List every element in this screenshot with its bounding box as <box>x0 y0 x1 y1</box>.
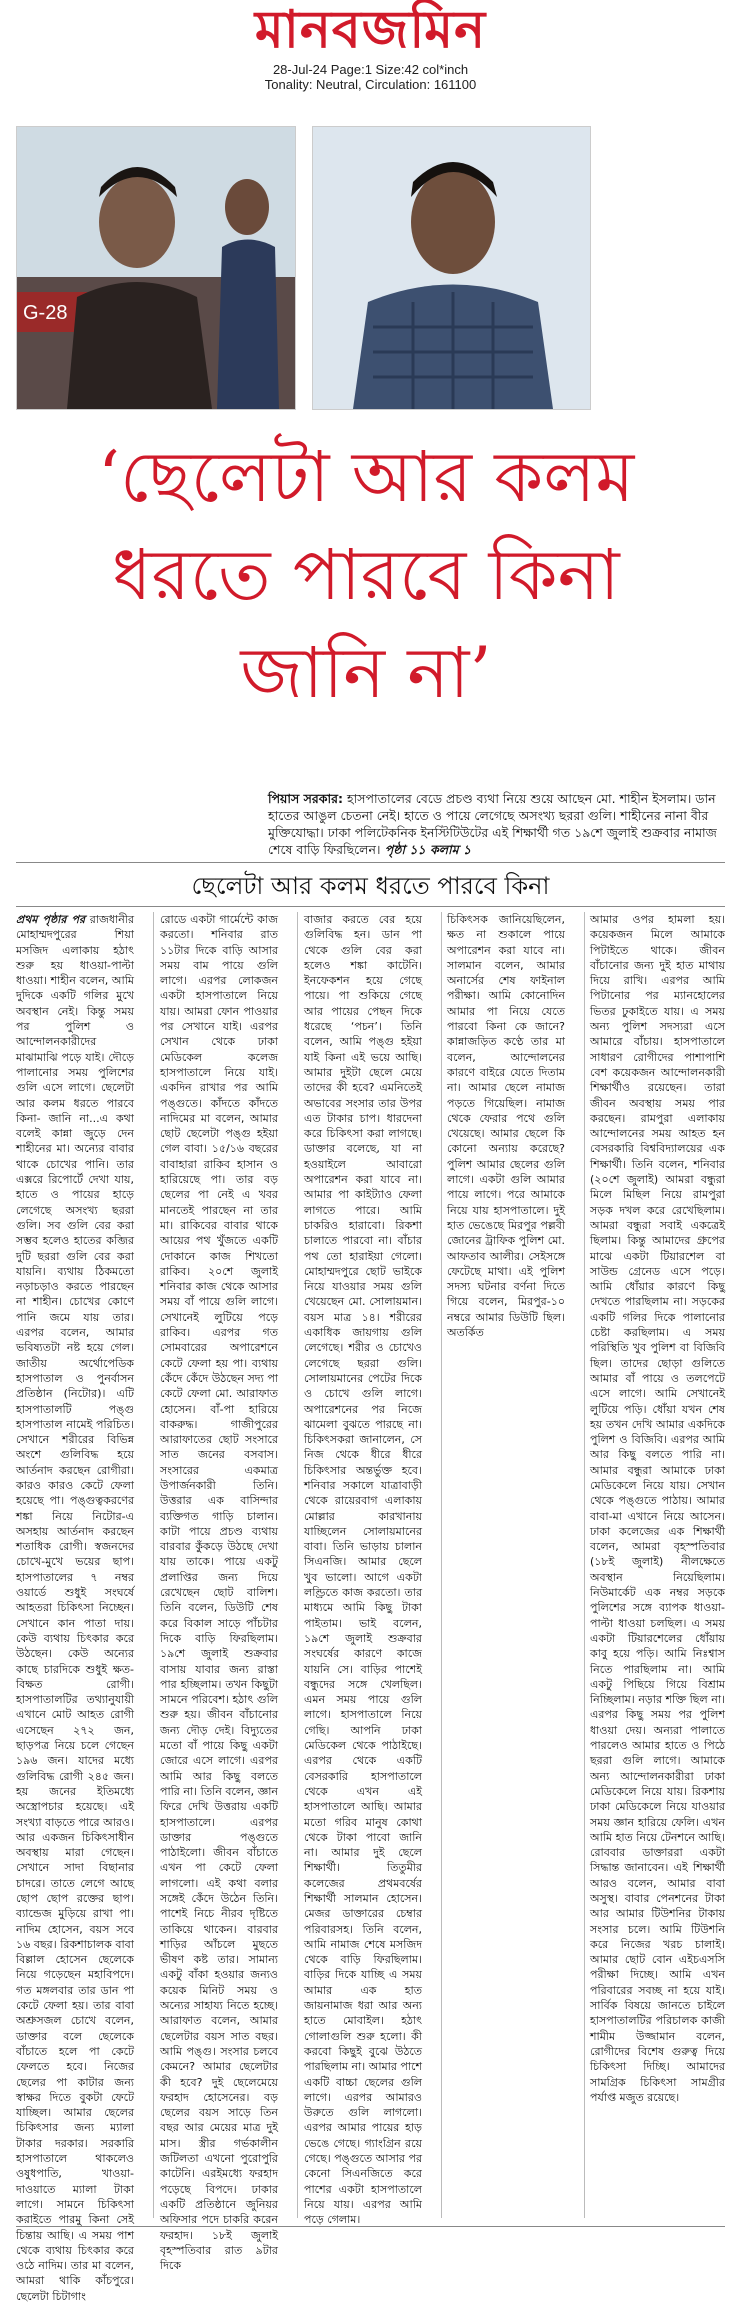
headline-line-1: ‘ছেলেটা আর কলম <box>97 436 635 518</box>
column-divider <box>441 912 442 2218</box>
body-column-3 <box>304 912 423 2227</box>
body-column-4 <box>447 912 565 2218</box>
section-divider-top <box>16 862 725 863</box>
continuation-lead: প্রথম পৃষ্ঠার পর <box>16 913 86 926</box>
column-divider <box>153 912 154 2218</box>
continuation-headline: ছেলেটা আর কলম ধরতে পারবে কিনা <box>191 872 550 900</box>
body-column-2 <box>160 912 278 2273</box>
column-1-paragraph <box>16 912 134 2304</box>
column-3-text: বাজার করতে বের হয়ে গুলিবিদ্ধ হন। ডান পা থেকে গুলি বের করা হলেও শঙ্কা কাটেনি। ইনফেকশন হয়ে গেছে পায়ে। পা শুকিয়ে গেছে আর পায়ের পেছন দিকে ধরেছে ‘পচন’। তিনি বলেন, আমি পঙ্গু হইয়া যাই কিনা এই ভয়ে আছি। আমার দুইটা ছেলে মেয়ে তাদের কী হবে? এমনিতেই অভাবের সংসার তার উপর এত টাকার চাপ। ধারদেনা করে চিকিৎসা করা লাগছে। ডাক্তার বলেছে, যা না হওয়াইলে আবারো অপারেশন করা যাবে না। আমার পা কাইট্যাও ফেলা লাগতে পারে। আমি চাকরিও হারাবো। রিকশা চালাতে পারবো না। বাঁচার পথ তো হারাইয়া গেলো। মোহাম্মদপুরে ছোট ভাইকে নিয়ে যাওয়ার সময় গুলি খেয়েছেন মো. সোলায়মান। বয়স মাত্র ১৪। শরীরের একাধিক জায়গায় গুলি লেগেছে। শরীর ও চোখেও লেগেছে ছররা গুলি। সোলায়মানের পেটের দিকে ও চোখে গুলি লাগে। অপারেশনের পর নিজে ঝামেলা বুঝতে পারছে না। চিকিৎসকরা জানালেন, সে নিজ থেকে ধীরে ধীরে চিকিৎসার অন্তর্ভুক্ত হবে। শনিবার সকালে যাত্রাবাড়ী থেকে রায়েরবাগ এলাকায় মোল্লার কারখানায় যাচ্ছিলেন সোলায়মানের বাবা। তিনি ভাড়ায় চালান সিএনজি। আমার ছেলে খুব ভালো। আগে একটা লণ্ড্রিতে কাজ করতো। তার মাধ্যমে আমি কিছু টাকা পাইতাম। ভাই বলেন, ১৯শে জুলাই শুক্রবার সংঘর্ষের কারণে কাজে যায়নি সে। বাড়ির পাশেই বন্ধুদের সঙ্গে খেলছিল। এমন সময় পায়ে গুলি লাগে। হাসপাতালে নিয়ে গেছি। আপনি ঢাকা মেডিকেল থেকে পাঠাইছে। এরপর থেকে একটি বেসরকারি হাসপাতালে থেকে এখন এই হাসপাতালে আছি। আমার মতো গরিব মানুষ কোথা থেকে টাকা পাবো জানি না। আমার দুই ছেলে শিক্ষার্থী। তিতুমীর কলেজের প্রথমবর্ষের শিক্ষার্থী সালমান হোসেন। মেজর ডাক্তারের চেম্বার পরিবারসহ। তিনি বলেন, আমি নামাজ শেষে মসজিদ থেকে বাড়ি ফিরছিলাম। বাড়ির দিকে যাচ্ছি এ সময় আমার এক হাত জায়নামাজ ধরা আর অন্য হাতে মোবাইল। হঠাৎ গোলাগুলি শুরু হলো। কী করবো কিছুই বুঝে উঠতে পারছিলাম না। আমার পাশে একটি বাচ্চা ছেলের গুলি লাগে। এরপর আমারও উরুতে গুলি লাগলো। এরপর আমার পায়ের হাড় ভেঙে গেছে। গ্যাংগ্রিন রয়ে গেছে। পঙ্গুতে আসার পর কেনো সিএনজিতে করে পাশের একটা হাসপাতালে নিয়ে যায়। এরপর আমি পড়ে গেলাম। <box>304 913 423 2227</box>
column-1-text: রাজধানীর মোহাম্মদপুরের শিয়া মসজিদ এলাকায় হঠাৎ শুরু হয় ধাওয়া-পাল্টা ধাওয়া। শাহীন বলেন, আমি দুদিকে একটি গলির মুখে অবস্থান নেই। কিন্তু সময় পর পুলিশ ও আন্দোলনকারীদের মাঝামাঝি পড়ে যাই। দৌড়ে পালানোর সময় পুলিশের গুলি এসে লাগে। ছেলেটা আর কলম ধরতে পারবে কিনা- জানি না...এ কথা বলেই কান্না জুড়ে দেন শাহীনের মা। অন্যের বাবার থাকে চোখের পানি। তার এক্সরে রিপোর্টে দেখা যায়, হাতে ও পায়ের হাড়ে লেগেছে অসংখ্য ছররা গুলি। সব গুলি বের করা সম্ভব হলেও হাতের কব্জির দুটি ছররা গুলি বের করা যায়নি। ব্যথায় ঠিকমতো নড়াচড়াও করতে পারছেন না শাহীন। চোখের কোণে পানি জমে যায় তার। এরপর বলেন, আমার ভবিষ্যতটা নষ্ট হয়ে গেল। জাতীয় অর্থোপেডিক হাসপাতাল ও পুনর্বাসন প্রতিষ্ঠান (নিটোর)। এটি হাসপাতালটি পঙ্গু হাসপাতাল নামেই পরিচিত। সেখানে শরীরের বিভিন্ন অংশে গুলিবিদ্ধ হয়ে আর্তনাদ করছেন রোগীরা। কারও কারও কেটে ফেলা হয়েছে পা। পঙ্গুত্বকরণের শঙ্কা নিয়ে নিটোর-এ অসহায় আর্তনাদ করছেন শতাধিক রোগী। স্বজনদের চোখে-মুখে ভয়ের ছাপ। হাসপাতালের ৭ নম্বর ওয়ার্ডে শুধুই সংঘর্ষে আহতরা চিকিৎসা নিচ্ছেন। সেখানে কান পাতা দায়। কেউ ব্যথায় চিৎকার করে উঠছেন। কেউ অন্যের কাছে চারদিকে শুধুই ক্ষত-বিক্ষত রোগী। হাসপাতালটির তথ্যানুযায়ী এখানে মোট আহত রোগী এসেছেন ২৭২ জন, ছাড়পত্র নিয়ে চলে গেছেন ১৯৬ জন। যাদের মধ্যে গুলিবিদ্ধ রোগী ২৪৫ জন। হয় জনের ইতিমধ্যে অস্ত্রোপচার হয়েছে। এই সংখ্যা বাড়তে পারে আরও। আর একজন চিকিৎসাধীন অবস্থায় মারা গেছেন। সেখানে সাদা বিছানার চাদরে। তাতে লেগে আছে ছোপ ছোপ রক্তের ছাপ। ব্যান্ডেজ মুড়িয়ে রাখা পা। নাদিম হোসেন, বয়স সবে ১৬ বছর। রিকশাচালক বাবা বিল্লাল হোসেন ছেলেকে নিয়ে গড়েছেন মহাবিপদে। গত মঙ্গলবার তার ডান পা কেটে ফেলা হয়। তার বাবা অশ্রুসজল চোখে বলেন, ডাক্তার বলে ছেলেকে বাঁচাতে হলে পা কেটে ফেলতে হবে। নিজের ছেলের পা কাটার জন্য স্বাক্ষর দিতে বুকটা ফেটে যাচ্ছিল। আমার ছেলের চিকিৎসার জন্য ম্যালা টাকার দরকার। সরকারি হাসপাতালে থাকলেও ওষুধপাতি, খাওয়া-দাওয়াতে ম্যালা টাকা লাগে। সামনে চিকিৎসা করাইতে পারমু কিনা সেই চিন্তায় আছি। এ সময় পাশ থেকে ব্যথায় চিৎকার করে ওঠে নাদিম। তার মা বলেন, আমরা থাকি কাঁচপুরে। ছেলেটা চিটাগাং <box>16 913 134 2303</box>
photo-1-bed-badge: G-28 <box>23 302 68 324</box>
column-divider <box>584 912 585 2218</box>
byline: পিয়াস সরকার: <box>268 791 344 806</box>
intro-paragraph <box>268 790 726 858</box>
headline-line-3: জানি না’ <box>240 632 492 714</box>
column-4-text: চিকিৎসক জানিয়েছিলেন, ক্ষত না শুকালে পায়ে অপারেশন করা যাবে না। সালমান বলেন, আমার অনার্সের শেষ ফাইনাল পরীক্ষা। আমি কোনোদিন আমার পা নিয়ে যেতে পারবো কিনা কে জানে? কান্নাজড়িত কণ্ঠে তার মা বলেন, আন্দোলনের কারণে বাইরে যেতে দিতাম না। আমার ছেলে নামাজ পড়তে গিয়েছিল। নামাজ থেকে ফেরার পথে গুলি খেয়েছে। আমার ছেলে কি কোনো অন্যায় করেছে? পুলিশ আমার ছেলের গুলি লাগে। একটা গুলি আমার পায়ে লাগে। পরে আমাকে নিয়ে যায় হাসপাতালে। দুই হাত ভেঙেছে মিরপুর পল্লবী জোনের ট্রাফিক পুলিশ মো. আফতাব আলীর। সেইসঙ্গে ফেটেছে মাথা। এই পুলিশ সদস্য ঘটনার বর্ণনা দিতে গিয়ে বলেন, মিরপুর-১০ নম্বরে আমার ডিউটি ছিল। অতর্কিত <box>447 913 565 1340</box>
metadata-line-date-size: 28-Jul-24 Page:1 Size:42 col*inch <box>272 62 469 77</box>
headline-line-2: ধরতে পারবে কিনা <box>112 534 620 616</box>
photo-2-illustration <box>313 127 590 409</box>
clipping-metadata <box>0 62 741 92</box>
section-divider-bottom <box>16 906 725 907</box>
metadata-line-tonality-circulation: Tonality: Neutral, Circulation: 161100 <box>264 77 477 92</box>
continued-reference: পৃষ্ঠা ১১ কলাম ১ <box>380 842 472 857</box>
photo-injured-youth-2 <box>312 126 591 410</box>
photo-1-illustration <box>17 127 295 409</box>
newspaper-logo: মানবজমিন <box>254 0 487 60</box>
column-5-text: আমার ওপর হামলা হয়। কয়েকজন মিলে আমাকে পিটাইতে থাকে। জীবন বাঁচানোর জন্য দুই হাত মাথায় দিয়ে রাখি। এরপর আমি পিটানোর পর ম্যানহোলের ভিতর ঢুকাইতে যায়। এ সময় অন্য পুলিশ সদস্যরা এসে আমারে বাঁচায়। হাসপাতালে সাধারণ রোগীদের পাশাপাশি বেশ কয়েকজন আন্দোলনকারী শিক্ষার্থীও রয়েছেন। তারা জীবন অবস্থায় সময় পার করছেন। রামপুরা এলাকায় আন্দোলনের সময় আহত হন বেসরকারি বিশ্ববিদ্যালয়ের এক শিক্ষার্থী। তিনি বলেন, শনিবার (২০শে জুলাই) আমরা বন্ধুরা মিলে মিছিল নিয়ে রামপুরা সড়ক দখল করে রেখেছিলাম। আমরা বন্ধুরা সবাই একত্রেই ছিলাম। কিন্তু আমাদের গ্রুপের মাঝে একটা টিয়ারশেল বা সাউন্ড গ্রেনেড এসে পড়ে। আমি ধোঁয়ার কারণে কিছু দেখতে পারছিলাম না। সড়কের একটি গলির দিকে পালানোর চেষ্টা করছিলাম। এ সময় পরিস্থিতি খুব পুলিশ বা বিজিবি ছিল। তাদের ছোড়া গুলিতে আমার বাঁ পায়ে ও তলপেটে এসে লাগে। আমি সেখানেই লুটিয়ে পড়ি। ধোঁয়া যখন শেষ হয় তখন দেখি আমার একদিকে পুলিশ ও বিজিবি। এরপর আমি আর কিছু বলতে পারি না। আমার বন্ধুরা আমাকে ঢাকা মেডিকেলে নিয়ে যায়। সেখান থেকে পঙ্গুতে পাঠায়। আমার বাবা-মা এখানে নিয়ে আসেন। ঢাকা কলেজের এক শিক্ষার্থী বলেন, আমরা বৃহস্পতিবার (১৮ই জুলাই) নীলক্ষেতে অবস্থান নিয়েছিলাম। নিউমার্কেট এক নম্বর সড়কে পুলিশের সঙ্গে ব্যাপক ধাওয়া-পাল্টা ধাওয়া চলছিল। এ সময় একটা টিয়ারশেলের ধোঁয়ায় কাবু হয়ে পড়ি। আমি নিঃশ্বাস নিতে পারছিলাম না। আমি একটু পিছিয়ে গিয়ে বিশ্রাম নিচ্ছিলাম। নড়ার শক্তি ছিল না। এরপর কিছু সময় পর পুলিশ ধাওয়া দেয়। অন্যরা পালাতে পারলেও আমার হাতে ও পিঠে ছররা গুলি লাগে। আমাকে অন্য আন্দোলনকারীরা ঢাকা মেডিকেলে নিয়ে যায়। রিকশায় ঢাকা মেডিকেলে নিয়ে যাওয়ার সময় জ্ঞান হারিয়ে ফেলি। এখন আমি হাত নিয়ে টেনশনে আছি। রোববার ডাক্তাররা একটা সিদ্ধান্ত জানাবেন। এই শিক্ষার্থী আরও বলেন, আমার বাবা অসুস্থ। বাবার পেনশনের টাকা আর আমার টিউশনির টাকায় সংসার চলে। আমি টিউশনি করে নিজের খরচ চালাই। আমার ছোট বোন এইচএসসি পরীক্ষা দিচ্ছে। আমি এখন পরিবারের সবচ্ছ না হয়ে যাই। সার্বিক বিষয়ে জানতে চাইলে হাসপাতালটির পরিচালক কাজী শামীম উজ্জামান বলেন, রোগীদের বিশেষ গুরুত্ব দিয়ে চিকিৎসা দিচ্ছি। আমাদের সামগ্রিক চিকিৎসা সামগ্রীর পর্যাপ্ত মজুত রয়েছে। <box>590 913 726 2104</box>
body-column-5 <box>590 912 725 2218</box>
body-column-1 <box>16 912 134 2303</box>
page-bottom-rule <box>16 2226 725 2227</box>
column-2-text: রোডে একটা গার্মেন্টে কাজ করতো। শনিবার রাত ১১টার দিকে বাড়ি আসার সময় বাম পায়ে গুলি লাগে। এরপর লোকজন একটা হাসপাতালে নিয়ে যায়। আমরা ফোন পাওয়ার পর সেখানে যাই। এরপর সেখান থেকে ঢাকা মেডিকেল কলেজ হাসপাতালে নিয়ে যাই। একদিন রাখার পর আমি পঙ্গুতে। কাঁদতে কাঁদতে নাদিমের মা বলেন, আমার ছোট ছেলেটা পঙ্গু হইয়া গেল বাবা। ১৫/১৬ বছরের বাবাহারা রাকিব হাসান ও হারিয়েছে পা। তার বড় ছেলের পা নেই এ খবর মানতেই পারছেন না তার মা। রাকিবের বাবার থাকে আয়ের পথ খুঁজতে একটি দোকানে কাজ শিখতো রাকিব। ২০শে জুলাই শনিবার কাজ থেকে আসার সময় বাঁ পায়ে গুলি লাগে। সেখানেই লুটিয়ে পড়ে রাকিব। এরপর গত সোমবারের অপারেশনে কেটে ফেলা হয় পা। ব্যথায় কেঁদে কেঁদে উঠছেন সদ্য পা কেটে ফেলা মো. আরাফাত হোসেন। বাঁ-পা হারিয়ে বাকরুদ্ধ। গাজীপুরের আরাফাতের ছোট সংসারে সাত জনের বসবাস। সংসারের একমাত্র উপার্জনকারী তিনি। উত্তরার এক বাসিন্দার ব্যক্তিগত গাড়ি চালান। কাটা পায়ে প্রচণ্ড ব্যথায় বারবার কুঁকড়ে উঠছে দেখা যায় তাকে। পায়ে একটু প্রলাপ্তির জন্য দিয়ে রেখেছেন ছোট বালিশ। তিনি বলেন, ডিউটি শেষ করে বিকাল সাড়ে পাঁচটার দিকে বাড়ি ফিরছিলাম। ১৯শে জুলাই শুক্রবার বাসায় যাবার জন্য রাস্তা পার হচ্ছিলাম। তখন কিছুটা সামনে পরিবেশ। হঠাৎ গুলি শুরু হয়। জীবন বাঁচানোর জন্য দৌড় দেই। বিদ্যুতের মতো বাঁ পায়ে কিছু একটা জোরে এসে লাগে। এরপর আমি আর কিছু বলতে পারি না। তিনি বলেন, জ্ঞান ফিরে দেখি উত্তরায় একটি হাসপাতালে। এরপর ডাক্তার পঙ্গুতে পাঠাইলো। জীবন বাঁচাতে এখন পা কেটে ফেলা লাগলো। এই কথা বলার সঙ্গেই কেঁদে উঠেন তিনি। পাশেই নিচে নীরব দৃষ্টিতে তাকিয়ে থাকেন। বারবার শাড়ির আঁচলে মুছতে ভীষণ কষ্ট তার। সামান্য একটু বাঁকা হওয়ার জন্যও কয়েক মিনিট সময় ও অন্যের সাহায্য নিতে হচ্ছে। আরাফাত বলেন, আমার ছেলেটার বয়স সাত বছর। আমি পঙ্গু। সংসার চলবে কেমনে? আমার ছেলেটার কী হবে? দুই ছেলেমেয়ে ফরহাদ হোসেনের। বড় ছেলের বয়স সাড়ে তিন বছর আর মেয়ের মাত্র দুই মাস। স্ত্রীর গর্ভকালীন জটিলতা এখনো পুরোপুরি কাটেনি। এরইমধ্যে ফরহাদ পড়েছে বিপদে। ঢাকার একটি প্রতিষ্ঠানে জুনিয়র অফিসার পদে চাকরি করেন ফরহাদ। ১৮ই জুলাই বৃহস্পতিবার রাত ৯টার দিকে <box>160 913 278 2273</box>
column-divider <box>297 912 298 2218</box>
photo-injured-youth-1 <box>16 126 296 410</box>
masthead <box>0 0 741 60</box>
intro-text: হাসপাতালের বেডে প্রচণ্ড ব্যথা নিয়ে শুয়ে আছেন মো. শাহীন ইসলাম। ডান হাতের আঙুল চেতনা নেই। হাতে ও পায়ে লেগেছে অসংখ্য ছররা গুলি। শাহীনের নানা বীর মুক্তিযোদ্ধা। ঢাকা পলিটেকনিক ইনস্টিটিউটের এই শিক্ষার্থী গত ১৯শে জুলাই শুক্রবার নামাজ শেষে বাড়ি ফিরছিলেন। <box>268 791 717 857</box>
